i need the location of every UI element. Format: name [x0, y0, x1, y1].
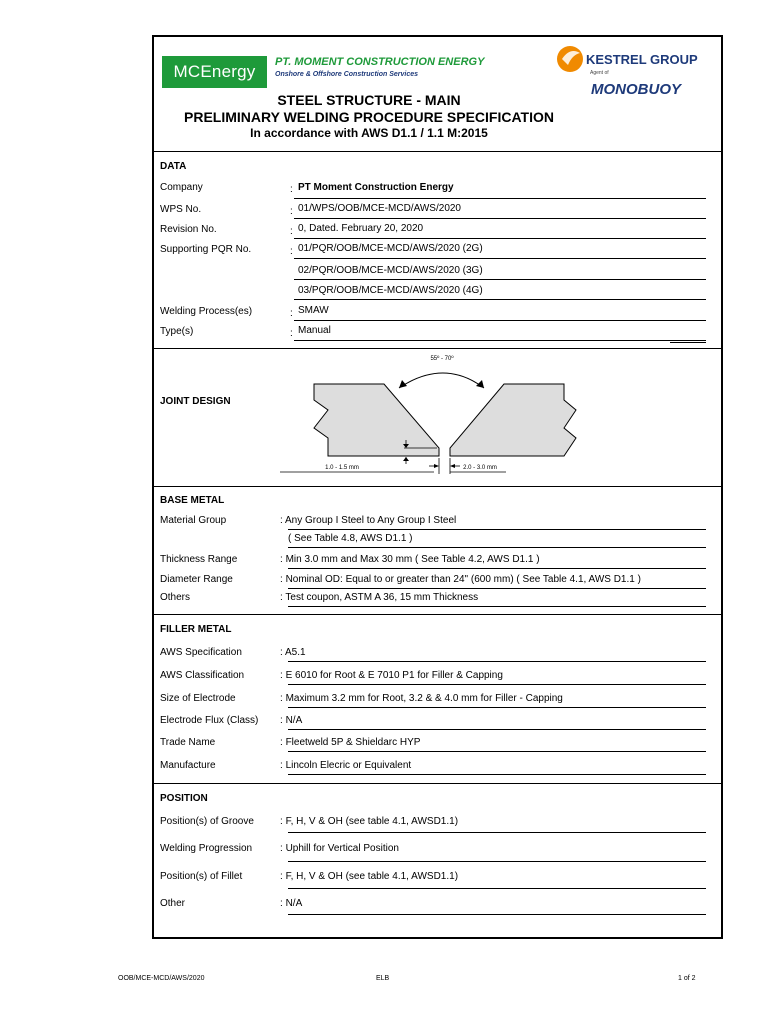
joint-design-diagram [274, 348, 584, 484]
field-value: F, H, V & OH (see table 4.1, AWSD1.1) [285, 871, 459, 882]
company-subtitle: Onshore & Offshore Construction Services [275, 71, 419, 78]
field-value: Maximum 3.2 mm for Root, 3.2 & & 4.0 mm for Filler - Capping [285, 693, 563, 704]
field-value: Min 3.0 mm and Max 30 mm ( See Table 4.2, AWS D1.1 ) [285, 554, 540, 565]
filler-metal-section: FILLER METAL AWS Specification : A5.1 AWS Classification : E 6010 for Root & E 7010 P1 for Filler & Capping Size of Electrode : Maximum 3.2 mm for Root, 3.2 & & 4.0 mm for Filler - Capping Electrode Flux (Class) : N/A Trade Name : Fleetweld 5P & Shieldarc HYP Manufacture : Lincoln Elecric or Equivalent [154, 614, 721, 784]
field-value: 01/PQR/OOB/MCE-MCD/AWS/2020 (2G) [298, 243, 483, 254]
field-label: Welding Process(es) [160, 306, 253, 317]
document-header [154, 37, 721, 152]
joint-design-section [154, 348, 721, 487]
section-title: DATA [160, 161, 187, 172]
partner-agent-text: Agent of [590, 70, 609, 76]
root-gap-label: 2.0 - 3.0 mm [463, 465, 497, 471]
title-line-2: PRELIMINARY WELDING PROCEDURE SPECIFICATION [184, 109, 554, 125]
field-label: AWS Specification [160, 647, 242, 658]
monobuoy-logo: MONOBUOY [591, 81, 681, 98]
field-label: Diameter Range [160, 574, 233, 585]
field-value: SMAW [298, 305, 329, 316]
field-value: Test coupon, ASTM A 36, 15 mm Thickness [285, 592, 479, 603]
field-label: Others [160, 592, 191, 603]
section-title: FILLER METAL [160, 624, 232, 635]
field-value: E 6010 for Root & E 7010 P1 for Filler & Capping [285, 670, 503, 681]
field-label: Manufacture [160, 760, 216, 771]
section-title: BASE METAL [160, 495, 225, 506]
field-label: Other [160, 898, 186, 909]
field-value: 01/WPS/OOB/MCE-MCD/AWS/2020 [298, 203, 461, 214]
company-name: PT. MOMENT CONSTRUCTION ENERGY [275, 56, 485, 68]
footer-initials: ELB [376, 975, 390, 982]
mcenergy-logo: MCEnergy [162, 56, 267, 88]
field-label: Company [160, 182, 203, 193]
data-section: DATA Company : PT Moment Construction Energy WPS No. : 01/WPS/OOB/MCE-MCD/AWS/2020 Revision No. : 0, Dated. February 20, 2020 Supporting PQR No. : 01/PQR/OOB/MCE-MCD/AWS/2020 (2G) 02/PQR/OOB/MCE-MCD/AWS/2020 (3G) 03/PQR/OOB/MCE-MCD/AWS/2020 (4G) Welding Process(es) : SMAW Type(s) : Manual [154, 151, 721, 349]
field-label: WPS No. [160, 204, 202, 215]
base-metal-section: BASE METAL Material Group : Any Group I Steel to Any Group I Steel ( See Table 4.8, AWS D1.1 ) Thickness Range : Min 3.0 mm and Max 30 mm ( See Table 4.2, AWS D1.1 ) Diameter Range : Nominal OD: Equal to or greater than 24" (600 mm) ( See Table 4.1, AWS D1.1 ) Others : Test coupon, ASTM A 36, 15 mm Thickness [154, 486, 721, 615]
field-label: Material Group [160, 515, 227, 526]
field-value: Manual [298, 325, 331, 336]
field-label: Welding Progression [160, 843, 253, 854]
field-value: Fleetweld 5P & Shieldarc HYP [285, 737, 421, 748]
field-value: Nominal OD: Equal to or greater than 24" (600 mm) ( See Table 4.1, AWS D1.1 ) [285, 574, 641, 585]
field-label: Thickness Range [160, 554, 238, 565]
field-value: F, H, V & OH (see table 4.1, AWSD1.1) [285, 816, 459, 827]
field-label: Size of Electrode [160, 693, 236, 704]
field-value: N/A [285, 898, 303, 909]
document-frame [152, 35, 723, 939]
field-value: N/A [285, 715, 303, 726]
title-line-1: STEEL STRUCTURE - MAIN [277, 92, 461, 108]
field-value: 03/PQR/OOB/MCE-MCD/AWS/2020 (4G) [298, 285, 483, 296]
field-label: Electrode Flux (Class) [160, 715, 259, 726]
field-value: 02/PQR/OOB/MCE-MCD/AWS/2020 (3G) [298, 265, 483, 276]
field-label: Supporting PQR No. [160, 244, 252, 255]
section-title: JOINT DESIGN [160, 396, 231, 407]
field-label: Position(s) of Fillet [160, 871, 243, 882]
field-label: Type(s) [160, 326, 194, 337]
field-label: Position(s) of Groove [160, 816, 254, 827]
field-value: A5.1 [285, 647, 306, 658]
field-value: PT Moment Construction Energy [298, 182, 454, 193]
footer-page-number: 1 of 2 [678, 975, 696, 982]
position-section: POSITION Position(s) of Groove : F, H, V & OH (see table 4.1, AWSD1.1) Welding Progression : Uphill for Vertical Position Position(s) of Fillet : F, H, V & OH (see table 4.1, AWSD1.1) Other : N/A [154, 783, 721, 939]
field-label: AWS Classification [160, 670, 245, 681]
angle-label: 55º - 70º [430, 356, 454, 362]
field-value: Any Group I Steel to Any Group I Steel [285, 515, 457, 526]
section-title: POSITION [160, 793, 208, 804]
field-label: Trade Name [160, 737, 216, 748]
partner-name: KESTREL GROUP [586, 52, 698, 67]
root-face-label: 1.0 - 1.5 mm [325, 465, 359, 471]
field-value: Uphill for Vertical Position [285, 843, 399, 854]
footer-doc-ref: OOB/MCE-MCD/AWS/2020 [118, 975, 205, 982]
field-label: Revision No. [160, 224, 217, 235]
field-value: Lincoln Elecric or Equivalent [285, 760, 412, 771]
field-value: 0, Dated. February 20, 2020 [298, 223, 424, 234]
title-line-3: In accordance with AWS D1.1 / 1.1 M:2015 [250, 126, 488, 140]
field-value: ( See Table 4.8, AWS D1.1 ) [288, 533, 413, 544]
